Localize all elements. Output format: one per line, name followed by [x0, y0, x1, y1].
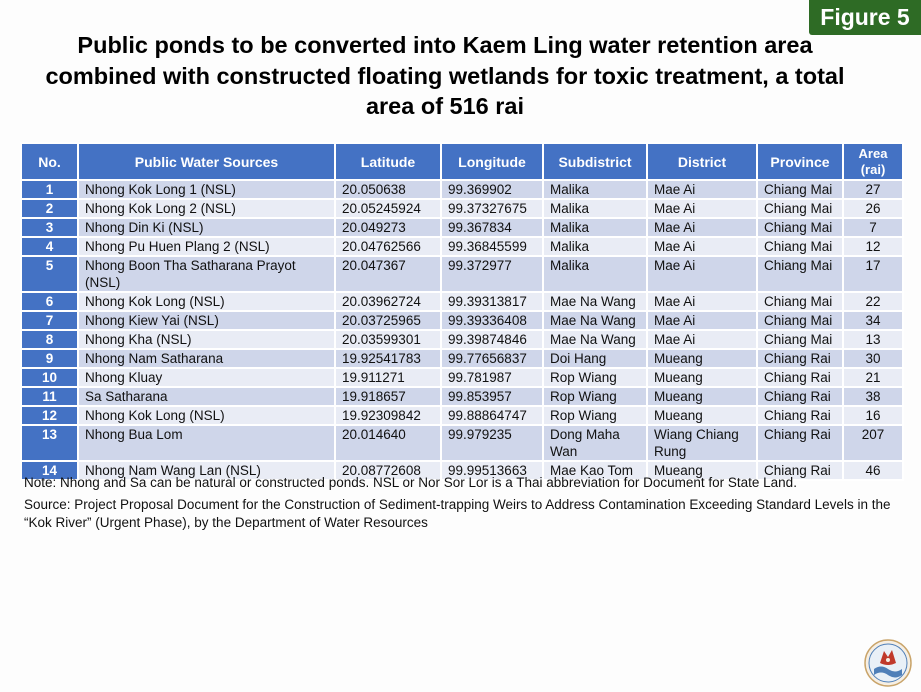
- cell-latitude: 19.911271: [335, 368, 441, 387]
- cell-subdistrict: Rop Wiang: [543, 368, 647, 387]
- cell-province: Chiang Rai: [757, 387, 843, 406]
- cell-province: Chiang Mai: [757, 256, 843, 292]
- cell-subdistrict: Mae Na Wang: [543, 311, 647, 330]
- cell-province: Chiang Mai: [757, 237, 843, 256]
- cell-province: Chiang Mai: [757, 180, 843, 199]
- cell-subdistrict: Mae Na Wang: [543, 330, 647, 349]
- cell-province: Chiang Rai: [757, 406, 843, 425]
- cell-area: 38: [843, 387, 903, 406]
- cell-subdistrict: Malika: [543, 237, 647, 256]
- river-emblem-icon: [864, 639, 912, 687]
- cell-province: Chiang Mai: [757, 199, 843, 218]
- cell-subdistrict: Malika: [543, 199, 647, 218]
- cell-latitude: 20.04762566: [335, 237, 441, 256]
- cell-province: Chiang Rai: [757, 425, 843, 461]
- cell-district: Mae Ai: [647, 256, 757, 292]
- table-header-row: [21, 143, 903, 180]
- cell-area: 22: [843, 292, 903, 311]
- cell-no: 7: [21, 311, 78, 330]
- cell-province: Chiang Rai: [757, 461, 843, 480]
- cell-area: 34: [843, 311, 903, 330]
- cell-longitude: 99.979235: [441, 425, 543, 461]
- cell-source: Nhong Nam Wang Lan (NSL): [78, 461, 335, 480]
- cell-latitude: 20.047367: [335, 256, 441, 292]
- cell-no: 2: [21, 199, 78, 218]
- table-row: [21, 237, 903, 256]
- table-row: [21, 180, 903, 199]
- table-row: [21, 199, 903, 218]
- figure-label: Figure 5: [809, 0, 921, 35]
- cell-source: Nhong Kluay: [78, 368, 335, 387]
- cell-district: Wiang Chiang Rung: [647, 425, 757, 461]
- header-province: Province: [757, 143, 843, 180]
- cell-latitude: 20.03599301: [335, 330, 441, 349]
- cell-province: Chiang Mai: [757, 292, 843, 311]
- cell-province: Chiang Mai: [757, 330, 843, 349]
- cell-longitude: 99.369902: [441, 180, 543, 199]
- cell-source: Nhong Kiew Yai (NSL): [78, 311, 335, 330]
- cell-longitude: 99.39336408: [441, 311, 543, 330]
- cell-no: 5: [21, 256, 78, 292]
- cell-district: Mae Ai: [647, 199, 757, 218]
- cell-area: 30: [843, 349, 903, 368]
- cell-longitude: 99.36845599: [441, 237, 543, 256]
- cell-source: Nhong Kok Long 1 (NSL): [78, 180, 335, 199]
- cell-latitude: 20.03725965: [335, 311, 441, 330]
- table-row: [21, 387, 903, 406]
- cell-latitude: 20.05245924: [335, 199, 441, 218]
- cell-longitude: 99.39313817: [441, 292, 543, 311]
- cell-subdistrict: Malika: [543, 256, 647, 292]
- table-row: [21, 256, 903, 292]
- table-row: [21, 218, 903, 237]
- cell-subdistrict: Dong Maha Wan: [543, 425, 647, 461]
- header-area: Area (rai): [843, 143, 903, 180]
- cell-subdistrict: Mae Na Wang: [543, 292, 647, 311]
- cell-no: 9: [21, 349, 78, 368]
- cell-longitude: 99.372977: [441, 256, 543, 292]
- cell-longitude: 99.367834: [441, 218, 543, 237]
- cell-district: Mueang: [647, 461, 757, 480]
- cell-district: Mae Ai: [647, 180, 757, 199]
- cell-latitude: 20.014640: [335, 425, 441, 461]
- cell-no: 12: [21, 406, 78, 425]
- cell-district: Mueang: [647, 406, 757, 425]
- cell-district: Mae Ai: [647, 330, 757, 349]
- cell-subdistrict: Rop Wiang: [543, 406, 647, 425]
- table-row: [21, 292, 903, 311]
- cell-source: Nhong Boon Tha Satharana Prayot (NSL): [78, 256, 335, 292]
- cell-no: 11: [21, 387, 78, 406]
- cell-source: Sa Satharana: [78, 387, 335, 406]
- cell-province: Chiang Mai: [757, 311, 843, 330]
- table-row: [21, 349, 903, 368]
- cell-source: Nhong Kha (NSL): [78, 330, 335, 349]
- cell-province: Chiang Rai: [757, 349, 843, 368]
- cell-district: Mae Ai: [647, 292, 757, 311]
- cell-no: 4: [21, 237, 78, 256]
- cell-area: 207: [843, 425, 903, 461]
- cell-latitude: 20.08772608: [335, 461, 441, 480]
- cell-latitude: 20.049273: [335, 218, 441, 237]
- header-latitude: Latitude: [335, 143, 441, 180]
- cell-no: 14: [21, 461, 78, 480]
- header-district: District: [647, 143, 757, 180]
- cell-no: 13: [21, 425, 78, 461]
- cell-source: Nhong Din Ki (NSL): [78, 218, 335, 237]
- cell-no: 6: [21, 292, 78, 311]
- header-source: Public Water Sources: [78, 143, 335, 180]
- cell-longitude: 99.853957: [441, 387, 543, 406]
- ponds-table: [20, 142, 904, 481]
- cell-province: Chiang Mai: [757, 218, 843, 237]
- cell-latitude: 19.92541783: [335, 349, 441, 368]
- cell-source: Nhong Bua Lom: [78, 425, 335, 461]
- cell-no: 10: [21, 368, 78, 387]
- cell-no: 1: [21, 180, 78, 199]
- cell-longitude: 99.39874846: [441, 330, 543, 349]
- cell-subdistrict: Rop Wiang: [543, 387, 647, 406]
- header-subdistrict: Subdistrict: [543, 143, 647, 180]
- table-note: Note: Nhong and Sa can be natural or constructed ponds. NSL or Nor Sor Lor is a Thai abbreviation for Document for State Land.: [24, 475, 797, 490]
- cell-subdistrict: Malika: [543, 218, 647, 237]
- cell-district: Mae Ai: [647, 311, 757, 330]
- cell-area: 21: [843, 368, 903, 387]
- cell-district: Mueang: [647, 387, 757, 406]
- cell-subdistrict: Doi Hang: [543, 349, 647, 368]
- cell-area: 27: [843, 180, 903, 199]
- cell-area: 7: [843, 218, 903, 237]
- cell-area: 17: [843, 256, 903, 292]
- cell-latitude: 19.918657: [335, 387, 441, 406]
- cell-district: Mae Ai: [647, 218, 757, 237]
- cell-subdistrict: Mae Kao Tom: [543, 461, 647, 480]
- cell-area: 26: [843, 199, 903, 218]
- cell-area: 16: [843, 406, 903, 425]
- cell-source: Nhong Kok Long (NSL): [78, 292, 335, 311]
- cell-source: Nhong Nam Satharana: [78, 349, 335, 368]
- cell-longitude: 99.77656837: [441, 349, 543, 368]
- cell-district: Mueang: [647, 349, 757, 368]
- cell-province: Chiang Rai: [757, 368, 843, 387]
- cell-subdistrict: Malika: [543, 180, 647, 199]
- cell-latitude: 19.92309842: [335, 406, 441, 425]
- table-row: [21, 311, 903, 330]
- cell-latitude: 20.050638: [335, 180, 441, 199]
- cell-longitude: 99.88864747: [441, 406, 543, 425]
- table-source: Source: Project Proposal Document for the Construction of Sediment-trapping Weirs to Address Contamination Exceeding Standard Levels in the “Kok River” (Urgent Phase), by the Department of Water Resources: [24, 497, 891, 530]
- table-row: [21, 425, 903, 461]
- cell-source: Nhong Kok Long 2 (NSL): [78, 199, 335, 218]
- header-no: No.: [21, 143, 78, 180]
- page-title: Public ponds to be converted into Kaem Ling water retention area combined with constructed floating wetlands for toxic treatment, a total area of 516 rai: [45, 32, 845, 119]
- table-row: [21, 368, 903, 387]
- cell-district: Mae Ai: [647, 237, 757, 256]
- cell-source: Nhong Kok Long (NSL): [78, 406, 335, 425]
- cell-longitude: 99.37327675: [441, 199, 543, 218]
- cell-area: 13: [843, 330, 903, 349]
- cell-district: Mueang: [647, 368, 757, 387]
- table-row: [21, 406, 903, 425]
- cell-no: 3: [21, 218, 78, 237]
- cell-longitude: 99.781987: [441, 368, 543, 387]
- cell-no: 8: [21, 330, 78, 349]
- cell-source: Nhong Pu Huen Plang 2 (NSL): [78, 237, 335, 256]
- header-longitude: Longitude: [441, 143, 543, 180]
- table-row: [21, 330, 903, 349]
- cell-area: 46: [843, 461, 903, 480]
- cell-latitude: 20.03962724: [335, 292, 441, 311]
- cell-area: 12: [843, 237, 903, 256]
- cell-longitude: 99.99513663: [441, 461, 543, 480]
